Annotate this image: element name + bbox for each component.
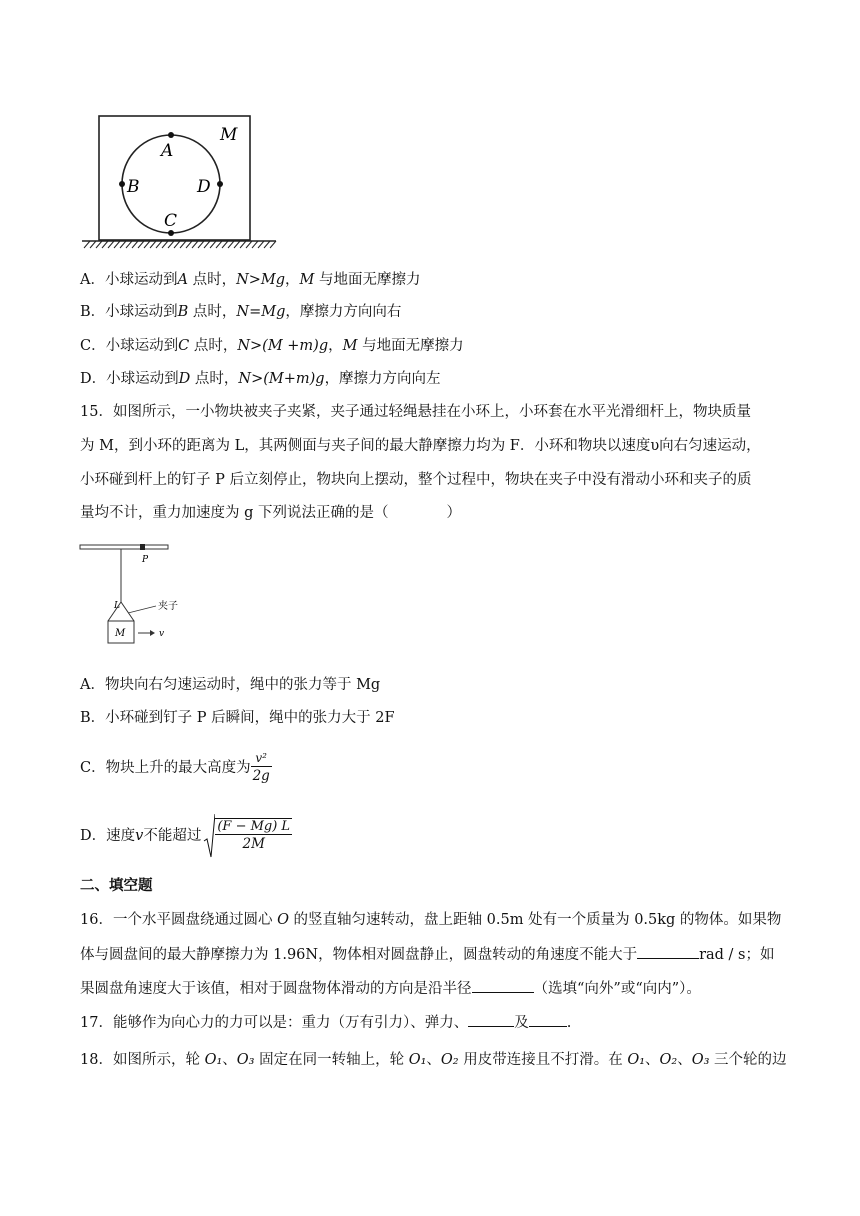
condition: N=Mg xyxy=(236,304,286,320)
q15-stem-line-4: 量均不计，重力加速度为 g 下列说法正确的是（ ） xyxy=(80,505,461,521)
answer-blank-1[interactable] xyxy=(637,944,699,959)
label-c: C xyxy=(164,211,178,231)
q17-text: 17．能够作为向心力的力可以是：重力（万有引力）、弹力、 xyxy=(80,1015,469,1031)
q18-text: 、 xyxy=(426,1052,441,1068)
label-block-m: M xyxy=(115,628,126,639)
wheel-symbol: O₂ xyxy=(440,1052,459,1068)
q16-text: 体与圆盘间的最大静摩擦力为 1.96N，物体相对圆盘静止，圆盘转动的角速度不能大于 xyxy=(80,947,638,963)
clip-shape xyxy=(108,602,134,621)
option-text: 点时， xyxy=(188,304,237,320)
point-b xyxy=(119,181,125,187)
option-text: C．物块上升的最大高度为 xyxy=(80,760,251,776)
q18-text: 三个轮的边 xyxy=(709,1052,787,1068)
section-title: 二、填空题 xyxy=(80,877,153,894)
figure-box-circle xyxy=(80,110,280,250)
point-d xyxy=(217,181,223,187)
option-text: D．速度 xyxy=(80,828,136,844)
q15-option-d[interactable] xyxy=(80,812,292,860)
q15-option-a[interactable]: A．物块向右匀速运动时，绳中的张力等于 Mg xyxy=(80,677,381,693)
q18-text: 、 xyxy=(677,1052,692,1068)
option-text: 点时， xyxy=(190,371,239,387)
label-d: D xyxy=(197,177,211,197)
q15-option-c[interactable] xyxy=(80,746,272,790)
figure-pendulum-clip xyxy=(78,540,198,652)
point-name: C xyxy=(178,338,190,354)
ground-hatch xyxy=(84,241,276,248)
wheel-symbol: O₂ xyxy=(659,1052,678,1068)
option-text: 与地面无摩擦力 xyxy=(314,272,421,288)
q17-line xyxy=(80,1012,571,1033)
option-text: 点时， xyxy=(189,338,238,354)
answer-blank-4[interactable] xyxy=(529,1012,567,1027)
label-l: L xyxy=(114,601,120,611)
label-m: M xyxy=(220,125,238,145)
q15-stem-line-3: 小环碰到杆上的钉子 P 后立刻停止，物块向上摆动，整个过程中，物块在夹子中没有滑动小环和夹子的质 xyxy=(80,472,752,488)
condition: N>(M+m)g xyxy=(238,371,325,387)
q16-unit-text: rad / s；如 xyxy=(699,947,775,963)
separator: ， xyxy=(285,272,300,288)
label-p: P xyxy=(142,555,149,565)
option-text: 与地面无摩擦力 xyxy=(357,338,464,354)
option-prefix: A．小球运动到 xyxy=(80,272,178,288)
q16-line-2 xyxy=(80,944,775,965)
q14-option-a[interactable] xyxy=(80,270,421,290)
option-text: ，摩擦力方向向左 xyxy=(324,371,441,387)
q15-stem-line-1: 15．如图所示，一小物块被夹子夹紧，夹子通过轻绳悬挂在小环上，小环套在水平光滑细杆上，物块质量 xyxy=(80,404,751,420)
option-text: 点时， xyxy=(187,272,237,288)
q16-text: 的竖直轴匀速转动，盘上距轴 0.5m 处有一个质量为 0.5kg 的物体。如果物 xyxy=(288,912,782,928)
q18-text: 固定在同一转轴上，轮 xyxy=(254,1052,409,1068)
q16-text: 16．一个水平圆盘绕通过圆心 xyxy=(80,912,278,928)
point-name: A xyxy=(177,272,188,288)
option-text: ，摩擦力方向向右 xyxy=(285,304,402,320)
q17-text: 及 xyxy=(514,1015,529,1031)
point-name: D xyxy=(178,371,191,387)
q18-line xyxy=(80,1050,787,1070)
q15-stem-line-2: 为 M，到小环的距离为 L，其两侧面与夹子间的最大静摩擦力均为 F．小环和物块以速度υ向右匀速运动， xyxy=(80,438,761,454)
sqrt-fraction xyxy=(215,818,292,853)
answer-blank-2[interactable] xyxy=(472,978,534,993)
q15-option-b[interactable]: B．小环碰到钉子 P 后瞬间，绳中的张力大于 2F xyxy=(80,710,395,726)
option-prefix: D．小球运动到 xyxy=(80,371,179,387)
option-prefix: C．小球运动到 xyxy=(80,338,179,354)
mass-symbol: M xyxy=(342,338,358,354)
q18-text: 用皮带连接且不打滑。在 xyxy=(458,1052,628,1068)
wheel-symbol: O₁ xyxy=(204,1052,223,1068)
center-symbol: O xyxy=(277,912,289,928)
fraction-denominator: 2M xyxy=(215,834,292,853)
wheel-symbol: O₃ xyxy=(691,1052,710,1068)
velocity-symbol: v xyxy=(135,828,144,844)
q14-option-b[interactable] xyxy=(80,302,401,322)
slide-rod xyxy=(80,545,168,549)
wheel-symbol: O₁ xyxy=(627,1052,646,1068)
condition: N>Mg xyxy=(236,272,286,288)
condition: N>(M +m)g xyxy=(237,338,329,354)
label-b: B xyxy=(127,177,140,197)
q17-text: . xyxy=(566,1015,572,1031)
nail-p xyxy=(140,544,145,550)
mass-symbol: M xyxy=(299,272,315,288)
label-a: A xyxy=(161,141,174,161)
q16-line-1 xyxy=(80,910,781,930)
option-prefix: B．小球运动到 xyxy=(80,304,178,320)
fraction-numerator: v² xyxy=(255,751,267,765)
point-a xyxy=(168,132,174,138)
q18-text: 、 xyxy=(645,1052,660,1068)
fraction-numerator: (F − Mg) L xyxy=(217,819,291,834)
q18-text: 、 xyxy=(222,1052,237,1068)
section-heading xyxy=(80,876,153,896)
sqrt-sign xyxy=(203,813,215,859)
q16-line-3 xyxy=(80,978,701,999)
velocity-arrowhead xyxy=(150,630,155,636)
q14-option-d[interactable] xyxy=(80,369,441,389)
fraction-denominator: 2g xyxy=(252,768,270,784)
label-v: v xyxy=(159,629,165,639)
wheel-symbol: O₃ xyxy=(236,1052,255,1068)
q18-text: 18．如图所示，轮 xyxy=(80,1052,205,1068)
q16-text: （选填“向外”或“向内”）。 xyxy=(533,981,701,997)
point-name: B xyxy=(177,304,189,320)
answer-blank-3[interactable] xyxy=(468,1012,514,1027)
q14-option-c[interactable] xyxy=(80,336,464,356)
label-clip: 夹子 xyxy=(158,601,178,612)
clip-pointer xyxy=(128,606,156,613)
q16-text: 果圆盘角速度大于该值，相对于圆盘物体滑动的方向是沿半径 xyxy=(80,981,472,997)
separator: ， xyxy=(328,338,343,354)
wheel-symbol: O₁ xyxy=(408,1052,427,1068)
fraction-v2-over-2g xyxy=(251,751,272,785)
option-text: 不能超过 xyxy=(143,828,202,844)
